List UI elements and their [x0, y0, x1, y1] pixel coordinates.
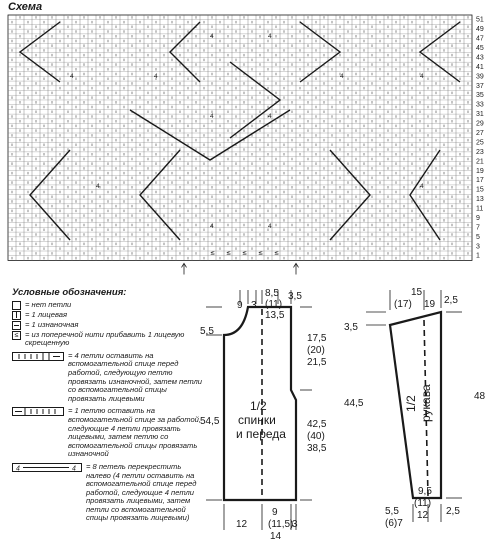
dim-sleeve-bottom-b: (11)	[414, 498, 432, 509]
legend	[12, 289, 202, 524]
row-number-label: 1	[476, 252, 480, 260]
row-number-label: 13	[476, 196, 484, 204]
dim-armhole-b: (20)	[307, 345, 325, 356]
empty-cell-symbol	[12, 301, 21, 310]
increase-symbol: ≤	[12, 331, 21, 340]
row-number-label: 47	[476, 35, 484, 43]
row-number-label: 39	[476, 73, 484, 81]
row-number-label: 11	[476, 205, 484, 213]
dim-neck-step: 3	[251, 300, 257, 311]
dim-sleeve-bottom-left-a: 5,5	[385, 506, 399, 517]
increase-mark-5: ≤	[274, 249, 280, 257]
legend-item-cable8	[12, 463, 202, 523]
row-number-label: 49	[476, 26, 484, 34]
legend-text: = нет петли	[25, 299, 72, 309]
cable-count-3: 4	[70, 73, 74, 80]
legend-text: = 4 петли оставить на вспомогательной спице перед работой, следующую петлю провязать изнаночной, затем петли со вспомогательной спицы провязать лицевыми	[68, 350, 202, 403]
row-number-label: 19	[476, 167, 484, 175]
dim-side-b: (40)	[307, 431, 325, 442]
dim-armhole-a: 17,5	[307, 333, 327, 344]
sleeve-label-1: 1/2	[404, 395, 418, 412]
dim-top-c: 13,5	[265, 310, 285, 321]
row-number-label: 43	[476, 54, 484, 62]
chart-title: Схема	[8, 1, 43, 13]
dim-length: 54,5	[200, 416, 220, 427]
increase-mark-4: ≤	[258, 249, 264, 257]
body-label-2: спинки	[238, 413, 276, 427]
row-number-label: 23	[476, 148, 484, 156]
garment-schematics	[200, 282, 498, 550]
dim-sleeve-top-a: 15	[411, 287, 423, 298]
cable-count-1: 4	[210, 33, 214, 40]
cable-count-6: 4	[420, 73, 424, 80]
legend-item-cable4purl	[12, 352, 202, 404]
row-number-label: 41	[476, 63, 484, 71]
legend-heading: Условные обозначения:	[12, 287, 127, 298]
legend-text: = 8 петель перекрестить налево (4 петли оставить на вспомогательной спице перед работой, следующие 4 петли провязать лицевыми, затем петли со вспомогательной спицы провязать лицевыми)	[86, 461, 197, 523]
dim-armhole-c: 21,5	[307, 357, 327, 368]
dim-sleeve-bottom-a: 9,5	[418, 486, 432, 497]
purl-symbol	[12, 321, 21, 330]
cable-count-5: 4	[340, 73, 344, 80]
row-number-label: 7	[476, 224, 480, 232]
dim-top-edge: 3,5	[288, 291, 302, 302]
dim-sleeve-total: 48	[474, 391, 486, 402]
legend-item-increase	[12, 331, 202, 348]
increase-mark-1: ≤	[210, 249, 216, 257]
row-number-label: 45	[476, 45, 484, 53]
dim-sleeve-top-b: (17)	[394, 299, 412, 310]
cable-count-12: 4	[268, 223, 272, 230]
legend-item-purl	[12, 321, 202, 330]
cable-count-9: 4	[96, 183, 100, 190]
row-number-label: 5	[476, 233, 480, 241]
dim-sleeve-length: 44,5	[344, 398, 364, 409]
body-label-1: 1/2	[250, 399, 267, 413]
svg-text:4: 4	[72, 465, 76, 471]
row-number-label: 21	[476, 158, 484, 166]
row-number-label: 29	[476, 120, 484, 128]
row-number-label: 3	[476, 243, 480, 251]
cable-count-7: 4	[210, 113, 214, 120]
dim-bottom-left: 12	[236, 519, 248, 530]
increase-mark-2: ≤	[226, 249, 232, 257]
dim-neck-depth: 5,5	[200, 326, 214, 337]
body-label-3: и переда	[236, 427, 286, 441]
row-number-label: 9	[476, 214, 480, 222]
dim-sleeve-bottom-left-b: (6)7	[385, 518, 403, 529]
cable-count-10: 4	[420, 183, 424, 190]
row-number-label: 51	[476, 16, 484, 24]
cable-8-symbol	[12, 463, 82, 472]
knit-symbol	[12, 311, 21, 320]
cable-4-purl-symbol	[12, 352, 64, 361]
svg-text:4: 4	[16, 465, 20, 471]
cable-count-8: 4	[268, 113, 272, 120]
legend-text: = из поперечной нити прибавить 1 лицевую скрещенную	[25, 329, 185, 348]
legend-text: = 1 лицевая	[25, 309, 68, 319]
legend-text: = 1 изнаночная	[25, 319, 79, 329]
cable-count-4: 4	[154, 73, 158, 80]
dim-side-c: 38,5	[307, 443, 327, 454]
dim-sleeve-bottom-c: 12	[417, 510, 429, 521]
dim-side-a: 42,5	[307, 419, 327, 430]
legend-text: = 1 петлю оставить на вспомогательной спице за работой, следующие 4 петли провязать лицевыми, затем петлю со вспомогательной спицы провязать изнаночной	[68, 406, 202, 459]
dim-sleeve-top-edge: 2,5	[444, 295, 458, 306]
dim-bottom-b: (11,5)	[268, 519, 294, 530]
legend-item-empty	[12, 301, 202, 310]
dim-bottom-edge: 3	[292, 519, 298, 530]
legend-item-knit	[12, 311, 202, 320]
legend-item-purl4cable	[12, 407, 202, 459]
row-number-label: 17	[476, 177, 484, 185]
cable-count-11: 4	[210, 223, 214, 230]
row-number-label: 33	[476, 101, 484, 109]
dim-top-a: 8,5	[265, 288, 279, 299]
dim-bottom-a: 9	[272, 507, 278, 518]
row-number-label: 25	[476, 139, 484, 147]
row-number-label: 31	[476, 111, 484, 119]
row-number-label: 15	[476, 186, 484, 194]
row-number-label: 27	[476, 130, 484, 137]
sleeve-label-2: рукава	[419, 384, 433, 422]
cable-count-2: 4	[268, 33, 272, 40]
row-number-label: 35	[476, 92, 484, 100]
purl-4-cable-symbol	[12, 407, 64, 416]
dim-top-b: (11)	[265, 299, 283, 310]
dim-shoulder: 9	[237, 300, 243, 311]
dim-sleeve-cap: 3,5	[344, 322, 358, 333]
increase-mark-3: ≤	[242, 249, 248, 257]
row-number-label: 37	[476, 82, 484, 90]
dim-sleeve-bottom-edge: 2,5	[446, 506, 460, 517]
dim-bottom-c: 14	[270, 531, 282, 542]
dim-sleeve-top-c: 19	[424, 299, 436, 310]
